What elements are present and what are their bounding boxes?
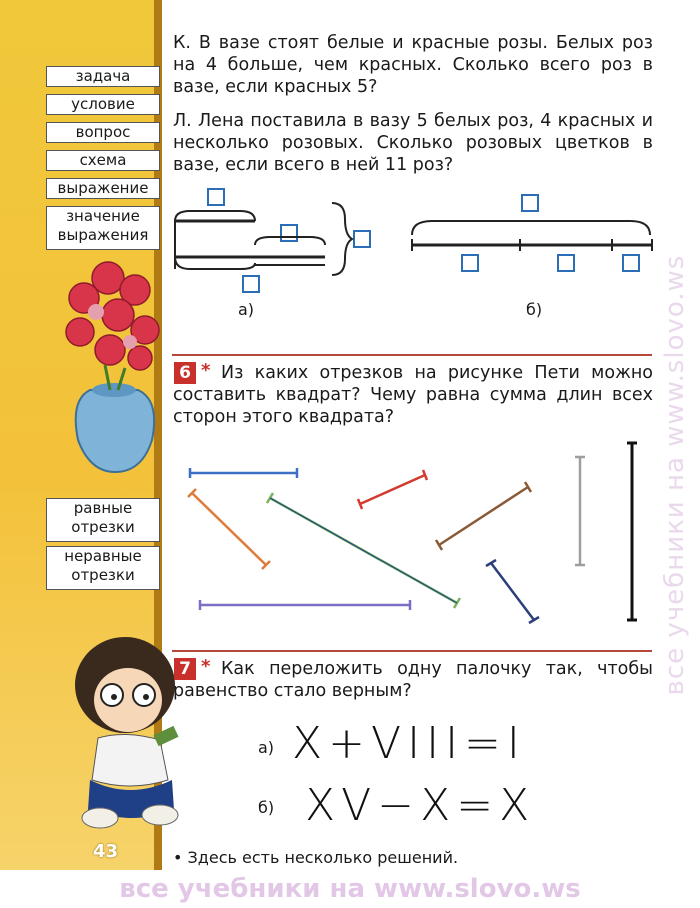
eq-b-label: б)	[258, 798, 275, 817]
problem-l-text: Л. Лена поставила в вазу 5 белых роз, 4 красных и несколько розовых. Сколько розовых цветков в вазе, если всего в ней 11 роз?	[173, 111, 653, 175]
task6-star: *	[201, 360, 211, 381]
segment-purple	[200, 600, 410, 610]
diagram-b-label: б)	[526, 300, 543, 319]
tag-vyrazhenie: выражение	[46, 178, 160, 199]
page-number: 43	[93, 841, 119, 862]
watermark-side: все учебники на www.slovo.ws	[660, 254, 690, 696]
task7-text: Как переложить одну палочку так, чтобы равенство стало верным?	[173, 659, 653, 701]
tag-vopros: вопрос	[46, 122, 160, 143]
problem-k-text: К. В вазе стоят белые и красные розы. Белых роз на 4 больше, чем красных. Сколько всего роз в вазе, если красных 5?	[173, 33, 653, 97]
tag-znachenie: значение выражения	[46, 206, 160, 250]
segment-orange	[188, 489, 270, 569]
segment-navy	[486, 560, 539, 623]
segment-blue-short	[190, 468, 297, 478]
task7-number: 7	[174, 658, 196, 680]
tag-neravnye: неравные отрезки	[46, 546, 160, 590]
task7-rule	[172, 650, 652, 652]
tag-zadacha: задача	[46, 66, 160, 87]
segments-figure	[180, 435, 650, 625]
scheme-diagrams	[170, 185, 660, 295]
tag-uslovie: условие	[46, 94, 160, 115]
segment-black	[627, 443, 637, 620]
segment-gray	[575, 457, 585, 565]
task6-text: Из каких отрезков на рисунке Пети можно составить квадрат? Чему равна сумма длин всех сторон этого квадрата?	[173, 363, 653, 427]
vase-roses-illustration	[50, 250, 165, 475]
eq-b: XV−X=X	[305, 780, 536, 831]
tag-ravnye: равные отрезки	[46, 498, 160, 542]
task7-star: *	[201, 656, 211, 677]
diagram-a-label: а)	[238, 300, 255, 319]
eq-a: X+VIII=I	[292, 718, 526, 769]
task6-number: 6	[174, 362, 196, 384]
segment-brown	[436, 482, 531, 550]
watermark-bottom: все учебники на www.slovo.ws	[119, 874, 581, 904]
task6-rule	[172, 354, 652, 356]
segment-red	[358, 470, 427, 509]
eq-a-label: а)	[258, 738, 275, 757]
footnote: • Здесь есть несколько решений.	[173, 848, 459, 867]
tag-skhema: схема	[46, 150, 160, 171]
